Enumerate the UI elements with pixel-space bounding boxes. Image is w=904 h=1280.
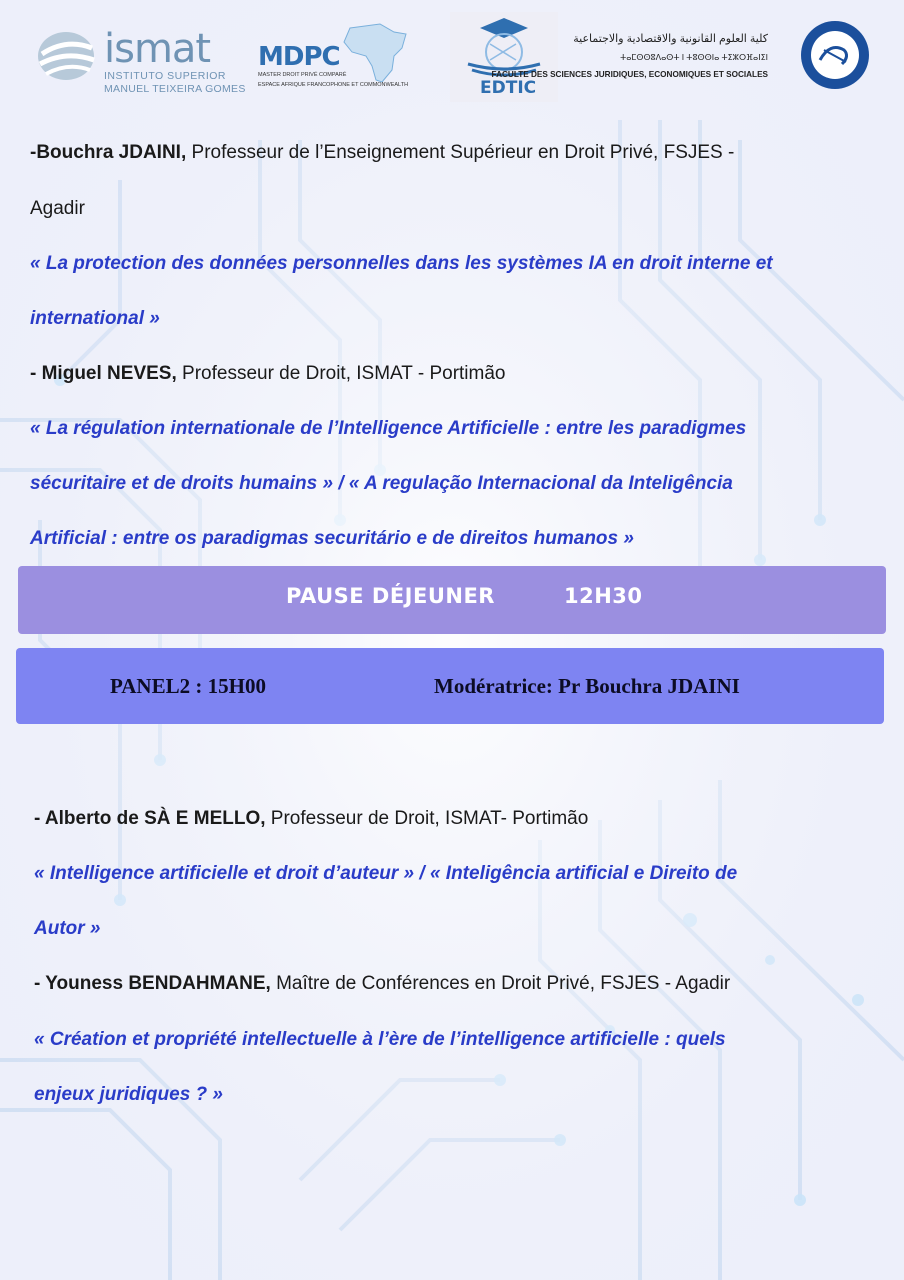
edtic-name: EDTIC <box>480 78 537 98</box>
speaker-role: Professeur de l’Enseignement Supérieur en Droit Privé, FSJES - <box>186 142 735 163</box>
talk-title: international » <box>30 308 160 329</box>
lunch-break-band <box>18 566 886 634</box>
faculty-name-tifinagh: ⵜⴰⵎⵙⵙⵓⴷⴰⵙⵜ ⵏ ⵜⵓⵙⵙⵏⴰ ⵜⵉⵣⵔⴼⴰⵏⵉⵏ <box>620 53 768 62</box>
edtic-logo <box>450 12 558 102</box>
talk-title: « La régulation internationale de l’Intelligence Artificielle : entre les paradigmes <box>30 418 747 439</box>
speaker-sa-e-mello-line <box>34 808 588 830</box>
faculty-name-french: FACULTE DES SCIENCES JURIDIQUES, ECONOMIQUES ET SOCIALES <box>491 70 768 79</box>
ismat-subtitle-2: MANUEL TEIXEIRA GOMES <box>104 83 246 95</box>
speaker-jdaini-line2: Agadir <box>30 198 85 219</box>
talk-title: « La protection des données personnelles dans les systèmes IA en droit interne et <box>30 253 773 274</box>
ismat-subtitle-1: INSTITUTO SUPERIOR <box>104 70 226 82</box>
talk-title: Artificial : entre os paradigmas securitário e de direitos humanos » <box>30 528 634 549</box>
speaker-name: - Alberto de SÀ E MELLO, <box>34 808 266 829</box>
talk-title: enjeux juridiques ? » <box>34 1084 223 1105</box>
mdpc-subtitle-1: MASTER DROIT PRIVÉ COMPARÉ <box>258 72 347 78</box>
panel2-band <box>16 648 884 724</box>
graduation-cap-network-icon <box>450 12 558 78</box>
panel2-label: PANEL2 : 15H00 <box>110 674 266 698</box>
ismat-swirl-icon <box>34 24 98 88</box>
header-logos <box>0 0 904 110</box>
mdpc-logo <box>252 22 422 88</box>
speaker-name: - Youness BENDAHMANE, <box>34 973 271 994</box>
faculty-name-arabic: كلية العلوم القانونية والاقتصادية والاجتماعية <box>573 33 768 45</box>
speaker-role: Professeur de Droit, ISMAT- Portimão <box>265 808 589 829</box>
speaker-role: Maître de Conférences en Droit Privé, FSJES - Agadir <box>270 973 731 994</box>
mdpc-name: MDPC <box>258 42 340 72</box>
africa-map-icon <box>336 22 416 84</box>
mdpc-subtitle-2: ESPACE AFRIQUE FRANCOPHONE ET COMMONWEALTH <box>258 82 409 88</box>
speaker-neves-line <box>30 363 505 385</box>
university-seal-icon <box>800 20 870 90</box>
speaker-name: -Bouchra JDAINI, <box>30 142 187 163</box>
ismat-name: ismat <box>104 26 211 72</box>
talk-title: sécuritaire et de droits humains » / « A regulação Internacional da Inteligência <box>30 473 733 494</box>
lunch-break-time: 12H30 <box>564 584 643 608</box>
panel2-moderator: Modératrice: Pr Bouchra JDAINI <box>434 674 740 698</box>
talk-title: Autor » <box>34 918 101 939</box>
lunch-break-label: PAUSE DÉJEUNER <box>286 584 495 608</box>
ismat-logo <box>34 22 246 95</box>
talk-title: « Création et propriété intellectuelle à l’ère de l’intelligence artificielle : quels <box>34 1029 726 1050</box>
talk-title: « Intelligence artificielle et droit d’auteur » / « Inteligência artificial e Direito de <box>34 863 738 884</box>
faculty-logo <box>491 20 870 90</box>
speaker-jdaini-line1 <box>30 142 734 164</box>
speaker-name: - Miguel NEVES, <box>30 363 177 384</box>
speaker-bendahmane-line <box>34 973 730 995</box>
speaker-role: Professeur de Droit, ISMAT - Portimão <box>176 363 506 384</box>
